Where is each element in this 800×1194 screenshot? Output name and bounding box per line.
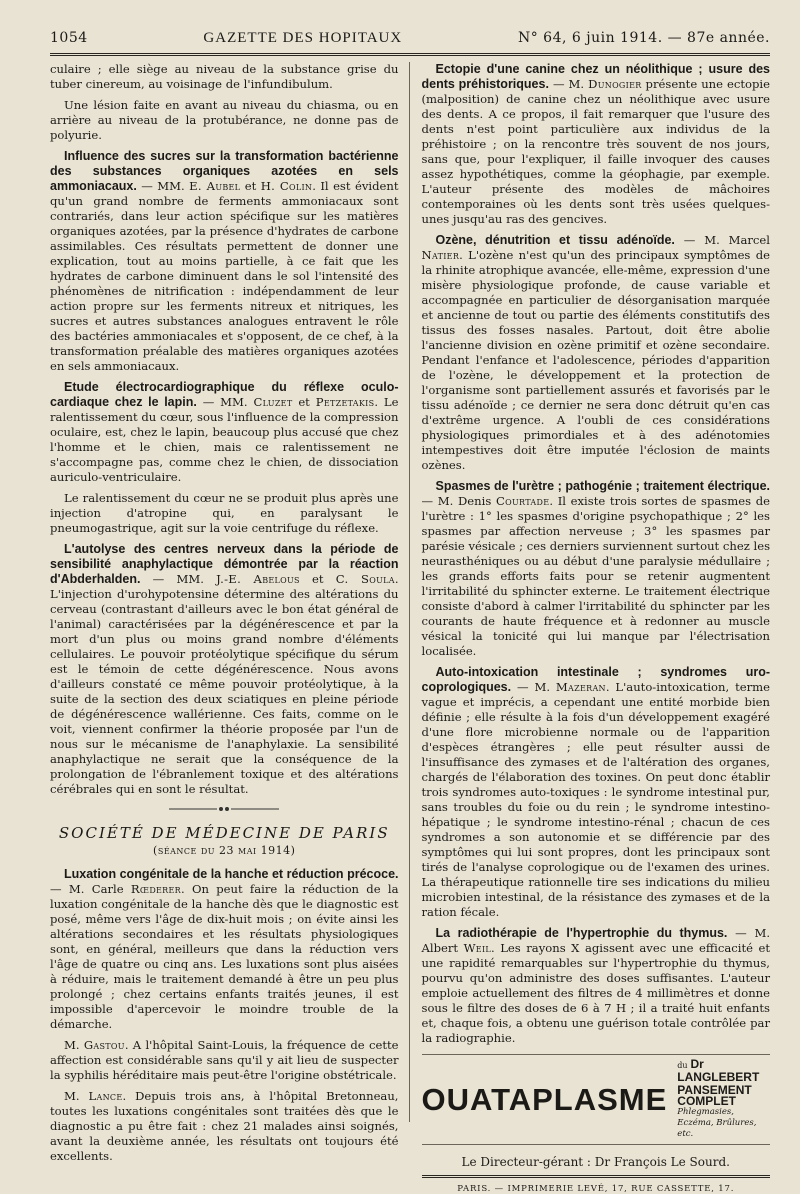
author: Petzetakis bbox=[315, 395, 375, 409]
author: Weil bbox=[463, 941, 492, 955]
paragraph: M. Gastou. A l'hôpital Saint-Louis, la fréquence de cette affection est considérable sans qu'il y ait lieu de suspecter la syphilis héréditaire mais peut-être l'origine obstétricale. bbox=[50, 1038, 399, 1082]
article-text: . On peut faire la réduction de la luxation congénitale de la hanche dès que le diagnostic est posé, même vers l'âge de dix-huit mois ; on évite ainsi les altérations secondaires et les résultats physiologiques sont, en général, meilleurs que dans la réduction vers l'âge de quatre ou cinq ans. Les luxations sont plus aisées à réduire, mais le traitement demandé à être un peu plus prolongé ; chez certains enfants traités jeunes, il est impossible d'apercevoir le moindre trouble de la démarche. bbox=[50, 882, 399, 1031]
section-session: (séance du 23 mai 1914) bbox=[153, 844, 296, 857]
author: Rœderer bbox=[130, 882, 181, 896]
article-title: Etude électrocardiographique du réflexe oculo-cardiaque chez le lapin. bbox=[50, 380, 399, 409]
author: Lance bbox=[88, 1089, 123, 1103]
article-sugars: Influence des sucres sur la transformation bactérienne des substances organiques azotées en sels ammoniacaux. — MM. E. Aubel et H. Colin. Il est évident qu'un grand nombre de ferments ammoniacaux sont contrariés, dans leur action spécifique sur les matières organiques azotées, par la présence d'hydrates de carbone assimilables. Ces résultats permettent de donner une explication, tout au moins partielle, à ce fait que les hydrates de carbone diminuent dans le sol l'intensité des phénomènes de nitrification : indépendamment de leur action propre sur les ferments nitreux et nitriques, les sucres et autres substances analogues entravent le rôle des bactéries ammoniacales et s'opposent, de ce chef, à la transformation préalable des matières organiques azotées en sels ammoniacaux. bbox=[50, 149, 399, 373]
article-ecg: Etude électrocardiographique du réflexe oculo-cardiaque chez le lapin. — MM. Cluzet et Petzetakis. Le ralentissement du cœur, sous l'influence de la compression oculaire, est, chez le lapin, beaucoup plus accusé que chez l'homme et le chien, mais ce ralentissement ne s'accompagne pas, comme chez le chien, de dissociation auriculo-ventriculaire. bbox=[50, 380, 399, 484]
ad-doctor: Dr LANGLEBERT bbox=[677, 1057, 760, 1084]
article-ozene: Ozène, dénutrition et tissu adénoïde. — M. Marcel Natier. L'ozène n'est qu'un des principaux symptômes de la rhinite atrophique avancée, elle-même, expression d'une misère physiologique profonde, de cause variable et accompagnée en particulier de désorganisation marquée et ancienne de tout ou partie des éléments constitutifs des tissus des fosses nasales. Partout, doit être abolie l'ancienne division en ozène primitif et ozène secondaire. Pendant l'enfance et l'adolescence, périodes d'apparition de l'ozène, le développement et la protection de l'organisme sont partiellement assurés et favorisés par le tissu adénoïde ; ce dernier ne sera donc détruit qu'en cas d'extrême urgence. A l'oubli de ces considérations physiologiques primordiales et à des adénotomies intempestives doit être imputée l'éclosion de maints ozènes. bbox=[421, 233, 770, 472]
article-title: Ozène, dénutrition et tissu adénoïde. bbox=[435, 233, 675, 247]
ad-line: PANSEMENT COMPLET bbox=[677, 1083, 752, 1108]
article-text: . Le ralentissement du cœur, sous l'influence de la compression oculaire, est, chez le lapin, beaucoup plus accusé que chez l'homme et le chien, mais ce ralentissement ne s'accompagne pas, comme chez le chien, de dissociation auriculo-ventriculaire. bbox=[50, 395, 399, 484]
advertisement bbox=[422, 1054, 771, 1145]
author: Cluzet bbox=[253, 395, 293, 409]
ad-line: Phlegmasies, Eczéma, Brûlures, etc. bbox=[677, 1107, 757, 1139]
article-autolysis: L'autolyse des centres nerveux dans la période de sensibilité anaphylactique démontrée par la réaction d'Abderhalden. — MM. J.-E. Abelous et C. Soula. L'injection d'urohypotensine détermine des altérations du cerveau (contrastant d'ailleurs avec le bon état général de l'animal) caractérisées par la dégénérescence et par la mort d'un plus ou moins grand nombre d'éléments cellulaires. Le pouvoir protéolytique spécifique du sérum est le témoin de cette dégénérescence. Nous avons d'ailleurs constaté ce même pouvoir protéolytique, à la suite de la section des deux sciatiques en pleine période de dégénérescence wallérienne. Ces faits, comme on le voit, viennent confirmer la théorie proposée par l'un de nous sur le mécanisme de l'anaphylaxie. La sensibilité anaphylactique ne serait que la conséquence de la prolongation de l'ébranlement toxique et des altérations cérébrales qui en sont le résultat. bbox=[50, 542, 399, 796]
page-number: 1054 bbox=[50, 30, 88, 46]
ornament-divider bbox=[50, 803, 399, 816]
article-text: présente une ectopie (malposition) de canine chez un néolithique avec usure des dents. A ce propos, il fait remarquer que l'usure des dents n'est point particulière aux individus de la préhistoire ; on la rencontre très souvent de nos jours, sans que, pour l'expliquer, il faille invoquer des causes assez hypothétiques, comme la géophagie, par exemple. L'auteur présente des modèles de mâchoires contemporaines où les dents sont très usées quelques-unes jusqu'au ras des gencives. bbox=[421, 77, 770, 226]
ornament-rule-icon bbox=[169, 805, 279, 813]
article-title: Auto-intoxication intestinale ; syndromes uro-coprologiques. bbox=[421, 665, 770, 694]
article-text: . Les rayons X agissent avec une efficacité et une rapidité remarquables sur l'hypertrophie du thymus, pourvu qu'on administre des doses suffisantes. L'auteur emploie actuellement des filtres de 4 millimètres et donne sous le filtre des doses de 6 à 7 H ; il a traité huit enfants et, chaque fois, a obtenu une guérison totale contrôlée par la radiographie. bbox=[421, 941, 771, 1045]
article-text: . Il existe trois sortes de spasmes de l'urètre : 1° les spasmes d'origine psychopathique ; 2° les spasmes par affection nerveuse ; 3° les spasmes par parésie vésicale ; ces derniers surviennent surtout chez les neurasthéniques ou au début d'une paralysie médullaire ; les grands efforts faits pour se retenir augmentent l'irritabilité du sphincter externe. Le traitement électrique consiste d'abord à calmer l'irritabilité du sphincter par les courants de haute fréquence et à redonner au muscle vésical la tonicité qui lui manque par l'électrisation localisée. bbox=[421, 494, 771, 658]
author: H. Colin bbox=[260, 179, 313, 193]
article-text: . L'ozène n'est qu'un des principaux symptômes de la rhinite atrophique avancée, elle-même, expression d'une misère physiologique profonde, de cause variable et accompagnée en particulier de désorganisation marquée et ancienne de tout ou partie des éléments constitutifs des tissus des fosses nasales. Partout, doit être abolie l'ancienne division en ozène primitif et ozène secondaire. Pendant l'enfance et l'adolescence, périodes d'apparition de l'ozène, le développement et la protection de l'organisme sont partiellement assurés et favorisés par le tissu adénoïde ; ce dernier ne sera donc détruit qu'en cas d'extrême urgence. A l'oubli de ces considérations physiologiques primordiales et à des adénotomies intempestives doit être imputée l'éclosion de maints ozènes. bbox=[421, 248, 770, 472]
article-hip: Luxation congénitale de la hanche et réduction précoce. — M. Carle Rœderer. On peut faire la réduction de la luxation congénitale de la hanche dès que le diagnostic est posé, même vers l'âge de dix-huit mois ; on évite ainsi les altérations secondaires et les résultats physiologiques sont, en général, meilleurs que dans la réduction vers l'âge de quatre ou cinq ans. Les luxations sont plus aisées à réduire, mais le traitement demandé à être un peu plus prolongé ; chez certains enfants traités jeunes, il est impossible d'apercevoir le moindre trouble de la démarche. bbox=[50, 867, 399, 1031]
printer-line: PARIS. — IMPRIMERIE LEVÉ, 17, RUE CASSETTE, 17. bbox=[457, 1184, 735, 1194]
ad-brand: OUATAPLASME bbox=[421, 1081, 668, 1117]
issue-info: N° 64, 6 juin 1914. — 87e année. bbox=[517, 30, 770, 46]
article-title: Influence des sucres sur la transformation bactérienne des substances organiques azotées en sels ammoniacaux. bbox=[50, 149, 399, 193]
director-line: Le Directeur-gérant : Dr François Le Sourd. bbox=[422, 1155, 771, 1178]
article-thymus: La radiothérapie de l'hypertrophie du thymus. — M. Albert Weil. Les rayons X agissent avec une efficacité et une rapidité remarquables sur l'hypertrophie du thymus, pourvu qu'on administre des doses suffisantes. L'auteur emploie actuellement des filtres de 4 millimètres et donne sous le filtre des doses de 6 à 7 H ; il a traité huit enfants et, chaque fois, a obtenu une guérison totale contrôlée par la radiographie. bbox=[421, 926, 771, 1045]
paragraph: M. Lance. Depuis trois ans, à l'hôpital Bretonneau, toutes les luxations congénitales sont traitées dès que le diagnostic a pu être fait : chez 21 malades ainsi soignés, avant la deuxième année, les résultats ont toujours été excellents. bbox=[50, 1089, 399, 1163]
article-title: La radiothérapie de l'hypertrophie du thymus. bbox=[435, 926, 728, 940]
author: E. Aubel bbox=[189, 179, 241, 193]
continued-text: culaire ; elle siège au niveau de la substance grise du tuber cinereum, au voisinage de l'infundibulum. bbox=[50, 62, 399, 91]
section-heading: SOCIÉTÉ DE MÉDECINE DE PARIS bbox=[58, 824, 390, 842]
article-text: . L'auto-intoxication, terme vague et imprécis, a cependant une entité morbide bien définie ; elle résulte à la fois d'un développement exagéré d'une flore microbienne normale ou de l'apparition d'espèces étrangères ; elle peut résulter aussi de l'insuffisance des zymases et de l'altération des organes, chargés de l'élaboration des toxines. On peut donc établir trois syndromes auto-toxiques : le syndrome intestinal pur, sans troubles du foie ou du rein ; le syndrome intestino-hépatique ; le syndrome intestino-rénal ; chacun de ces syndromes a son autonomie et se différencie par des symptômes qui lui sont propres, dont les principaux sont tirés de l'analyse coprologique ou de l'examen des urines. La thérapeutique rationnelle tire ses indications du milieu microbien intestinal, de la résistance des zymases et de la ration fécale. bbox=[421, 680, 770, 919]
author: Gastou bbox=[83, 1038, 125, 1052]
article-autointoxication: Auto-intoxication intestinale ; syndromes uro-coprologiques. — M. Mazeran. L'auto-intoxication, terme vague et imprécis, a cependant une entité morbide bien définie ; elle résulte à la fois d'un développement exagéré d'une flore microbienne normale ou de l'apparition d'espèces étrangères ; elle peut résulter aussi de l'insuffisance des zymases et de l'altération des organes, chargés de l'élaboration des toxines. On peut donc établir trois syndromes auto-toxiques : le syndrome intestinal pur, sans troubles du foie ou du rein ; le syndrome intestino-hépatique ; le syndrome intestino-rénal ; chacun de ces syndromes a son autonomie et se différencie par des symptômes qui lui sont propres, dont les principaux sont tirés de l'analyse coprologique ou de l'examen des urines. La thérapeutique rationnelle tire ses indications du milieu microbien intestinal, de la résistance des zymases et de la ration fécale. bbox=[421, 665, 770, 919]
article-text: . L'injection d'urohypotensine détermine des altérations du cerveau (contrastant d'ailleurs avec le bon état général de l'animal) caractérisées par la dégénérescence et par la mort d'un plus ou moins grand nombre d'éléments cellulaires. Le pouvoir protéolytique spécifique du sérum est le témoin de cette dégénérescence. Nous avons d'ailleurs constaté ce même pouvoir protéolytique, à la suite de la section des deux sciatiques en pleine période de dégénérescence wallérienne. Ces faits, comme on le voit, viennent confirmer la théorie proposée par l'un de nous sur le mécanisme de l'anaphylaxie. La sensibilité anaphylactique ne serait que la conséquence de la prolongation de l'ébranlement toxique et des altérations cérébrales qui en sont le résultat. bbox=[50, 572, 399, 796]
page-header bbox=[50, 30, 770, 56]
article-title: Spasmes de l'urètre ; pathogénie ; traitement électrique. bbox=[435, 479, 770, 493]
article-urethra: Spasmes de l'urètre ; pathogénie ; traitement électrique. — M. Denis Courtade. Il existe trois sortes de spasmes de l'urètre : 1° les spasmes d'origine psychopathique ; 2° les spasmes par affection nerveuse ; 3° les spasmes par parésie vésicale ; ces derniers surviennent surtout chez les neurasthéniques ou au début d'une paralysie médullaire ; les grands efforts faits pour se retenir augmentent l'irritabilité du sphincter externe. Le traitement électrique consiste d'abord à calmer l'irritabilité du sphincter par les courants de haute fréquence et à redonner au muscle vésical la tonicité qui lui manque par l'électrisation localisée. bbox=[421, 479, 771, 658]
article-title: L'autolyse des centres nerveux dans la période de sensibilité anaphylactique démontrée par la réaction d'Abderhalden. bbox=[50, 542, 399, 586]
author: Mazeran bbox=[555, 680, 606, 694]
author: C. Soula bbox=[335, 572, 395, 586]
right-column bbox=[410, 62, 771, 1194]
article-text: . Il est évident qu'un grand nombre de ferments ammoniacaux sont contrariés, dans leur action spécifique sur les matières organiques azotées, par la présence d'hydrates de carbone assimilables. Ces résultats permettent de donner une explication, tout au moins partielle, à ce fait que les hydrates de carbone diminuent dans le sol l'intensité des phénomènes de nitrification : indépendamment de leur action propre sur les ferments nitreux et nitriques, les sucres et autres substances analogues entravent le rôle des bactéries ammoniacales et s'opposent, de ce chef, à la transformation préalable des matières organiques azotées en sels ammoniacaux. bbox=[50, 179, 399, 373]
paragraph: Le ralentissement du cœur ne se produit plus après une injection d'atropine qui, en paralysant le pneumogastrique, agit sur la voie centrifuge du réflexe. bbox=[50, 491, 399, 535]
author: Dunogier bbox=[588, 77, 642, 91]
author: Courtade bbox=[495, 494, 550, 508]
author: Natier bbox=[421, 248, 460, 262]
ad-details: du Dr LANGLEBERT PANSEMENT COMPLET Phlegmasies, Eczéma, Brûlures, etc. bbox=[677, 1059, 770, 1140]
article-title: Luxation congénitale de la hanche et réduction précoce. bbox=[64, 867, 399, 881]
left-column bbox=[50, 62, 410, 1163]
journal-title: GAZETTE DES HOPITAUX bbox=[203, 30, 403, 46]
author: J.-E. Abelous bbox=[216, 572, 300, 586]
article-canine: Ectopie d'une canine chez un néolithique ; usure des dents préhistoriques. — M. Dunogier présente une ectopie (malposition) de canine chez un néolithique avec usure des dents. A ce propos, il fait remarquer que l'usure des dents n'est point particulière aux individus de la préhistoire ; on la rencontre très souvent de nos jours, sans que, pour l'expliquer, il faille invoquer des causes assez hypothétiques, comme la géophagie, par exemple. L'auteur présente des modèles de mâchoires contemporaines où les dents sont très usées quelques-unes jusqu'au ras des gencives. bbox=[421, 62, 770, 226]
article-title: Ectopie d'une canine chez un néolithique ; usure des dents préhistoriques. bbox=[421, 62, 770, 91]
paragraph: Une lésion faite en avant au niveau du chiasma, ou en arrière au niveau de la protubérance, ne donne pas de polyurie. bbox=[50, 98, 399, 142]
two-columns bbox=[50, 62, 771, 1194]
